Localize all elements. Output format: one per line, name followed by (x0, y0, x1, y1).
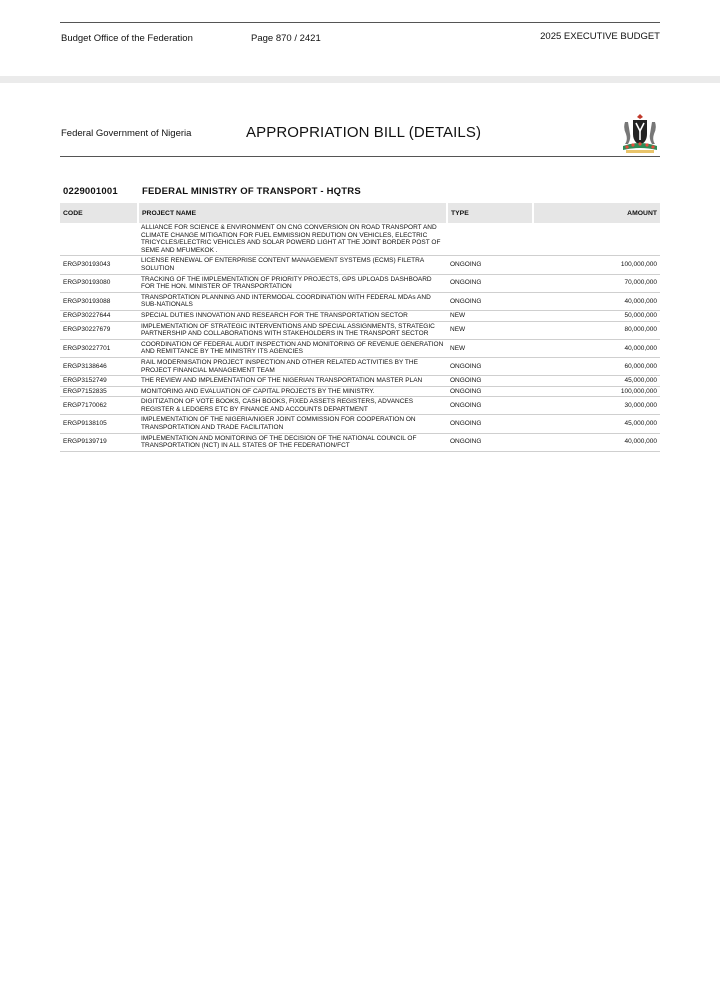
table-row (60, 397, 660, 415)
project-type: NEW (447, 339, 533, 357)
project-amount: 50,000,000 (533, 310, 660, 321)
column-header-amount: AMOUNT (533, 203, 660, 223)
project-amount: 40,000,000 (533, 292, 660, 310)
project-type (447, 223, 533, 256)
page-separator-band (0, 76, 720, 83)
project-code (60, 223, 138, 256)
project-name: THE REVIEW AND IMPLEMENTATION OF THE NIGERIAN TRANSPORTATION MASTER PLAN (138, 376, 447, 387)
project-amount: 70,000,000 (533, 274, 660, 292)
table-row (60, 292, 660, 310)
table-row (60, 433, 660, 451)
project-type: ONGOING (447, 357, 533, 375)
ministry-code: 0229001001 (63, 186, 118, 197)
table-row (60, 376, 660, 387)
project-code: ERGP30227644 (60, 310, 138, 321)
table-row (60, 386, 660, 397)
project-type: ONGOING (447, 415, 533, 433)
column-header-type: TYPE (447, 203, 533, 223)
project-amount: 30,000,000 (533, 397, 660, 415)
project-name: TRANSPORTATION PLANNING AND INTERMODAL COORDINATION WITH FEDERAL MDAs AND SUB-NATIONALS (138, 292, 447, 310)
budget-title: 2025 EXECUTIVE BUDGET (540, 31, 660, 42)
nigeria-coat-of-arms-icon (617, 112, 663, 154)
table-row (60, 274, 660, 292)
table-row (60, 310, 660, 321)
project-code: ERGP9139719 (60, 433, 138, 451)
project-type: ONGOING (447, 256, 533, 274)
project-amount: 80,000,000 (533, 321, 660, 339)
government-name: Federal Government of Nigeria (61, 128, 192, 139)
project-amount: 100,000,000 (533, 386, 660, 397)
project-type: ONGOING (447, 274, 533, 292)
project-name: DIGITIZATION OF VOTE BOOKS, CASH BOOKS, FIXED ASSETS REGISTERS, ADVANCES REGISTER & LEDGERS ETC BY FINANCE AND ACCOUNTS DEPARTMENT (138, 397, 447, 415)
project-name: TRACKING OF THE IMPLEMENTATION OF PRIORITY PROJECTS, GPS UPLOADS DASHBOARD FOR THE HON. MINISTER OF TRANSPORTATION (138, 274, 447, 292)
project-type: ONGOING (447, 292, 533, 310)
project-name: COORDINATION OF FEDERAL AUDIT INSPECTION AND MONITORING OF REVENUE GENERATION AND REMITTANCE BY THE MINISTRY ITS AGENCIES (138, 339, 447, 357)
project-code: ERGP3152749 (60, 376, 138, 387)
column-header-code: CODE (60, 203, 138, 223)
project-name: LICENSE RENEWAL OF ENTERPRISE CONTENT MANAGEMENT SYSTEMS (ECMS) FILETRA SOLUTION (138, 256, 447, 274)
project-name: IMPLEMENTATION AND MONITORING OF THE DECISION OF THE NATIONAL COUNCIL OF TRANSPORTATION (NCT) IN ALL STATES OF THE FEDERATION/FCT (138, 433, 447, 451)
project-amount: 60,000,000 (533, 357, 660, 375)
project-type: ONGOING (447, 376, 533, 387)
table-row (60, 357, 660, 375)
table-row (60, 339, 660, 357)
project-amount (533, 223, 660, 256)
page-number: Page 870 / 2421 (251, 33, 321, 44)
project-code: ERGP7152835 (60, 386, 138, 397)
project-name: MONITORING AND EVALUATION OF CAPITAL PROJECTS BY THE MINISTRY. (138, 386, 447, 397)
project-code: ERGP30227679 (60, 321, 138, 339)
office-name: Budget Office of the Federation (61, 33, 193, 44)
column-header-project-name: PROJECT NAME (138, 203, 447, 223)
project-type: ONGOING (447, 433, 533, 451)
project-name: SPECIAL DUTIES INNOVATION AND RESEARCH FOR THE TRANSPORTATION SECTOR (138, 310, 447, 321)
project-amount: 45,000,000 (533, 415, 660, 433)
project-name: ALLIANCE FOR SCIENCE & ENVIRONMENT ON CNG CONVERSION ON ROAD TRANSPORT AND CLIMATE CHANGE MITIGATION FOR FUEL EMMISSION REDUTION ON VEHICLES, ELECTRIC TRICYCLES/ELECTRIC VEHICLES AND SOLAR POWERD LIGHT AT THE JOINT BORDER POST OF SEME AND MFUMEKOK . (138, 223, 447, 256)
table-row (60, 321, 660, 339)
project-code: ERGP30193080 (60, 274, 138, 292)
project-type: ONGOING (447, 386, 533, 397)
bill-title: APPROPRIATION BILL (DETAILS) (246, 124, 482, 141)
project-name: IMPLEMENTATION OF STRATEGIC INTERVENTIONS AND SPECIAL ASSIGNMENTS, STRATEGIC PARTNERSHIP AND COLLABORATIONS WITH STAKEHOLDERS IN THE TRANSPORT SECTOR (138, 321, 447, 339)
project-amount: 40,000,000 (533, 433, 660, 451)
table-row (60, 256, 660, 274)
project-code: ERGP3138646 (60, 357, 138, 375)
project-type: NEW (447, 321, 533, 339)
project-type: NEW (447, 310, 533, 321)
table-header-row (60, 203, 660, 223)
project-type: ONGOING (447, 397, 533, 415)
project-code: ERGP30193043 (60, 256, 138, 274)
project-amount: 45,000,000 (533, 376, 660, 387)
project-code: ERGP30227701 (60, 339, 138, 357)
project-name: RAIL MODERNISATION PROJECT INSPECTION AND OTHER RELATED ACTIVITIES BY THE PROJECT FINANCIAL MANAGEMENT TEAM (138, 357, 447, 375)
section-rule (60, 156, 660, 157)
table-row (60, 415, 660, 433)
project-code: ERGP30193088 (60, 292, 138, 310)
project-amount: 40,000,000 (533, 339, 660, 357)
project-code: ERGP7170062 (60, 397, 138, 415)
header-rule (60, 22, 660, 23)
project-name: IMPLEMENTATION OF THE NIGERIA/NIGER JOINT COMMISSION FOR COOPERATION ON TRANSPORTATION AND TRADE FACILITATION (138, 415, 447, 433)
projects-table (60, 203, 660, 452)
project-code: ERGP9138105 (60, 415, 138, 433)
ministry-name: FEDERAL MINISTRY OF TRANSPORT - HQTRS (142, 186, 361, 197)
table-row (60, 223, 660, 256)
project-amount: 100,000,000 (533, 256, 660, 274)
